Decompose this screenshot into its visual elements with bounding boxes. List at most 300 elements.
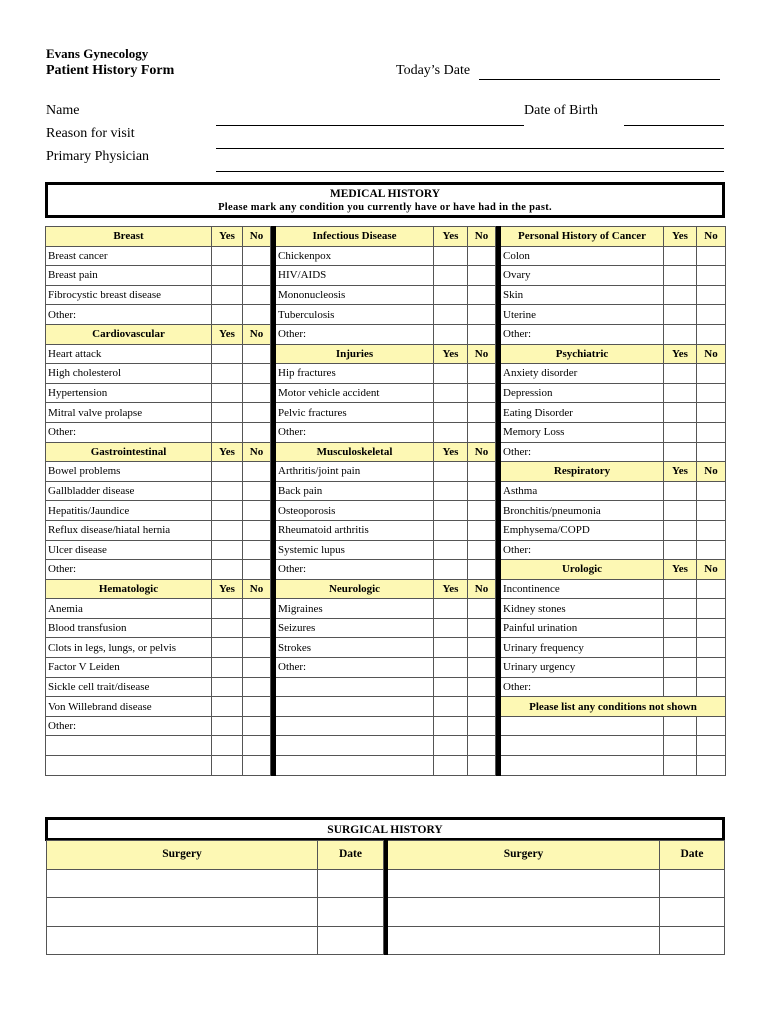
table-row [46,618,726,638]
condition-label: Sickle cell trait/disease [46,677,212,697]
no-checkbox[interactable] [468,756,496,776]
no-checkbox[interactable] [243,697,271,717]
no-checkbox[interactable] [468,285,496,305]
date-column-header: Date [660,841,725,870]
yes-column-header: Yes [664,560,697,580]
yes-checkbox[interactable] [664,481,697,501]
blank-condition-cell[interactable] [501,756,664,776]
section-header-breast: Breast [46,227,212,247]
yes-checkbox[interactable] [434,658,468,678]
condition-label[interactable]: Other: [276,560,434,580]
blank-condition-cell[interactable] [276,716,434,736]
table-row [46,285,726,305]
section-header-respiratory: Respiratory [501,462,664,482]
surgical-history-banner [45,817,725,841]
yes-checkbox[interactable] [434,403,468,423]
condition-label: Urinary frequency [501,638,664,658]
yes-checkbox[interactable] [434,599,468,619]
yes-checkbox[interactable] [664,540,697,560]
yes-checkbox[interactable] [212,520,243,540]
yes-checkbox[interactable] [212,599,243,619]
no-column-header: No [468,344,496,364]
yes-checkbox[interactable] [434,364,468,384]
no-checkbox[interactable] [468,677,496,697]
yes-checkbox[interactable] [434,560,468,580]
no-checkbox[interactable] [468,364,496,384]
condition-label: Kidney stones [501,599,664,619]
surgery-name-field[interactable] [388,926,660,955]
yes-checkbox[interactable] [212,364,243,384]
condition-label[interactable]: Other: [46,716,212,736]
yes-checkbox[interactable] [212,305,243,325]
no-column-header: No [243,227,271,247]
no-checkbox[interactable] [243,618,271,638]
yes-checkbox[interactable] [212,422,243,442]
section-header-injuries: Injuries [276,344,434,364]
table-row [46,364,726,384]
yes-checkbox[interactable] [664,736,697,756]
condition-label[interactable]: Other: [501,324,664,344]
no-column-header: No [243,324,271,344]
condition-label: Fibrocystic breast disease [46,285,212,305]
no-checkbox[interactable] [697,599,726,619]
section-header-gastrointestinal: Gastrointestinal [46,442,212,462]
yes-checkbox[interactable] [212,677,243,697]
practice-name: Evans Gynecology [46,46,149,61]
yes-checkbox[interactable] [212,383,243,403]
yes-checkbox[interactable] [212,618,243,638]
no-column-header: No [468,579,496,599]
blank-condition-cell[interactable] [46,736,212,756]
surgery-date-field[interactable] [318,898,384,927]
yes-checkbox[interactable] [212,540,243,560]
table-row [46,716,726,736]
no-checkbox[interactable] [243,520,271,540]
no-checkbox[interactable] [468,520,496,540]
yes-checkbox[interactable] [434,520,468,540]
table-row [46,756,726,776]
yes-checkbox[interactable] [212,736,243,756]
condition-label[interactable]: Other: [501,540,664,560]
no-checkbox[interactable] [697,677,726,697]
yes-column-header: Yes [212,579,243,599]
no-checkbox[interactable] [697,520,726,540]
condition-label: High cholesterol [46,364,212,384]
no-checkbox[interactable] [468,599,496,619]
yes-checkbox[interactable] [212,462,243,482]
condition-label: Motor vehicle accident [276,383,434,403]
condition-label: Strokes [276,638,434,658]
condition-label[interactable]: Other: [501,677,664,697]
surgery-date-field[interactable] [318,926,384,955]
no-checkbox[interactable] [697,501,726,521]
surgery-date-field[interactable] [660,898,725,927]
no-column-header: No [468,227,496,247]
unlisted-conditions-note: Please list any conditions not shown [501,697,726,717]
yes-checkbox[interactable] [212,756,243,776]
table-row [46,599,726,619]
condition-label: Hip fractures [276,364,434,384]
table-row [46,383,726,403]
yes-column-header: Yes [664,344,697,364]
no-checkbox[interactable] [243,481,271,501]
no-checkbox[interactable] [468,736,496,756]
yes-checkbox[interactable] [664,579,697,599]
no-checkbox[interactable] [243,285,271,305]
dob-field[interactable] [624,125,724,126]
condition-label: Rheumatoid arthritis [276,520,434,540]
surgery-name-field[interactable] [47,898,318,927]
condition-label: Anxiety disorder [501,364,664,384]
condition-label: HIV/AIDS [276,266,434,286]
reason-label: Reason for visit [46,126,135,141]
condition-label: Chickenpox [276,246,434,266]
yes-checkbox[interactable] [212,716,243,736]
medical-history-instructions: Please mark any condition you currently have or have had in the past. [218,202,552,213]
table-row [46,246,726,266]
condition-label: Bowel problems [46,462,212,482]
no-checkbox[interactable] [243,736,271,756]
no-checkbox[interactable] [697,266,726,286]
form-title: Patient History Form [46,63,175,78]
yes-checkbox[interactable] [664,756,697,776]
condition-label: Seizures [276,618,434,638]
no-checkbox[interactable] [468,540,496,560]
no-checkbox[interactable] [243,364,271,384]
no-checkbox[interactable] [697,285,726,305]
condition-label: Systemic lupus [276,540,434,560]
blank-condition-cell[interactable] [276,677,434,697]
surgery-date-field[interactable] [660,869,725,898]
section-header-musculoskeletal: Musculoskeletal [276,442,434,462]
condition-label[interactable]: Other: [501,442,664,462]
section-header-psychiatric: Psychiatric [501,344,664,364]
section-header-cardiovascular: Cardiovascular [46,324,212,344]
condition-label: Eating Disorder [501,403,664,423]
no-checkbox[interactable] [697,540,726,560]
no-checkbox[interactable] [468,462,496,482]
blank-condition-cell[interactable] [276,756,434,776]
condition-label: Ovary [501,266,664,286]
no-checkbox[interactable] [243,756,271,776]
table-row [46,579,726,599]
table-row [46,677,726,697]
condition-label: Asthma [501,481,664,501]
table-row [46,403,726,423]
blank-condition-cell[interactable] [501,716,664,736]
yes-checkbox[interactable] [664,364,697,384]
no-checkbox[interactable] [468,383,496,403]
no-checkbox[interactable] [697,305,726,325]
yes-checkbox[interactable] [212,285,243,305]
table-row [46,227,726,247]
blank-condition-cell[interactable] [501,736,664,756]
yes-checkbox[interactable] [434,383,468,403]
no-checkbox[interactable] [697,442,726,462]
surgery-row [47,869,725,898]
no-checkbox[interactable] [697,403,726,423]
no-checkbox[interactable] [697,246,726,266]
no-checkbox[interactable] [243,501,271,521]
no-checkbox[interactable] [697,324,726,344]
date-column-header: Date [318,841,384,870]
section-header-infectious-disease: Infectious Disease [276,227,434,247]
blank-condition-cell[interactable] [46,756,212,776]
yes-checkbox[interactable] [212,266,243,286]
surgical-header-row [47,841,725,870]
no-checkbox[interactable] [468,658,496,678]
yes-checkbox[interactable] [664,501,697,521]
surgery-name-field[interactable] [47,926,318,955]
surgery-date-field[interactable] [660,926,725,955]
yes-checkbox[interactable] [664,599,697,619]
condition-label: Colon [501,246,664,266]
yes-checkbox[interactable] [664,324,697,344]
blank-condition-cell[interactable] [276,736,434,756]
reason-field[interactable] [216,148,724,149]
no-column-header: No [697,344,726,364]
surgery-name-field[interactable] [47,869,318,898]
yes-checkbox[interactable] [212,560,243,580]
yes-checkbox[interactable] [212,638,243,658]
condition-label[interactable]: Other: [46,422,212,442]
no-column-header: No [697,560,726,580]
no-checkbox[interactable] [468,618,496,638]
yes-checkbox[interactable] [434,481,468,501]
no-checkbox[interactable] [468,324,496,344]
no-checkbox[interactable] [468,246,496,266]
no-checkbox[interactable] [697,736,726,756]
condition-label[interactable]: Other: [276,422,434,442]
condition-label: Clots in legs, lungs, or pelvis [46,638,212,658]
no-checkbox[interactable] [697,364,726,384]
yes-column-header: Yes [212,442,243,462]
condition-label: Painful urination [501,618,664,638]
no-checkbox[interactable] [243,638,271,658]
yes-checkbox[interactable] [212,658,243,678]
condition-label: Hypertension [46,383,212,403]
condition-label: Anemia [46,599,212,619]
condition-label[interactable]: Other: [46,305,212,325]
table-row [46,638,726,658]
yes-checkbox[interactable] [664,383,697,403]
yes-checkbox[interactable] [434,618,468,638]
condition-label: Gallbladder disease [46,481,212,501]
yes-column-header: Yes [212,324,243,344]
table-row [46,520,726,540]
table-row [46,344,726,364]
no-checkbox[interactable] [468,266,496,286]
no-checkbox[interactable] [697,618,726,638]
no-checkbox[interactable] [468,638,496,658]
section-header-urologic: Urologic [501,560,664,580]
yes-column-header: Yes [664,227,697,247]
yes-checkbox[interactable] [434,285,468,305]
condition-label: Pelvic fractures [276,403,434,423]
condition-label: Emphysema/COPD [501,520,664,540]
no-checkbox[interactable] [243,540,271,560]
table-row [46,305,726,325]
yes-checkbox[interactable] [434,305,468,325]
surgical-history-title: SURGICAL HISTORY [327,824,443,836]
no-checkbox[interactable] [243,422,271,442]
no-checkbox[interactable] [697,383,726,403]
condition-label[interactable]: Other: [276,658,434,678]
condition-label[interactable]: Other: [46,560,212,580]
condition-label: Breast cancer [46,246,212,266]
yes-checkbox[interactable] [434,697,468,717]
yes-checkbox[interactable] [434,266,468,286]
no-checkbox[interactable] [243,716,271,736]
no-checkbox[interactable] [468,501,496,521]
condition-label: Depression [501,383,664,403]
table-row [46,324,726,344]
condition-label: Skin [501,285,664,305]
table-row [46,442,726,462]
no-checkbox[interactable] [697,422,726,442]
surgery-column-header: Surgery [47,841,318,870]
yes-checkbox[interactable] [434,324,468,344]
table-row [46,422,726,442]
table-row [46,540,726,560]
yes-checkbox[interactable] [664,305,697,325]
no-checkbox[interactable] [243,677,271,697]
table-row [46,736,726,756]
table-row [46,658,726,678]
condition-label: Breast pain [46,266,212,286]
medical-history-title: MEDICAL HISTORY [329,188,441,200]
no-checkbox[interactable] [468,403,496,423]
condition-label: Back pain [276,481,434,501]
no-column-header: No [468,442,496,462]
condition-label: Bronchitis/pneumonia [501,501,664,521]
surgery-column-header: Surgery [388,841,660,870]
surgical-history-table [46,840,725,955]
yes-checkbox[interactable] [434,246,468,266]
table-row [46,481,726,501]
yes-checkbox[interactable] [664,716,697,736]
condition-label: Tuberculosis [276,305,434,325]
table-row [46,697,726,717]
yes-checkbox[interactable] [664,266,697,286]
no-checkbox[interactable] [697,579,726,599]
yes-checkbox[interactable] [664,618,697,638]
condition-label: Uterine [501,305,664,325]
no-checkbox[interactable] [697,716,726,736]
no-checkbox[interactable] [697,481,726,501]
no-checkbox[interactable] [468,481,496,501]
yes-checkbox[interactable] [664,677,697,697]
no-checkbox[interactable] [697,638,726,658]
yes-column-header: Yes [434,227,468,247]
yes-checkbox[interactable] [434,462,468,482]
yes-checkbox[interactable] [434,422,468,442]
condition-label: Reflux disease/hiatal hernia [46,520,212,540]
condition-label: Heart attack [46,344,212,364]
surgery-row [47,898,725,927]
no-checkbox[interactable] [243,560,271,580]
todays-date-field[interactable] [479,79,720,80]
yes-checkbox[interactable] [212,481,243,501]
yes-checkbox[interactable] [664,658,697,678]
yes-checkbox[interactable] [664,246,697,266]
blank-condition-cell[interactable] [276,697,434,717]
surgery-name-field[interactable] [388,898,660,927]
condition-label: Incontinence [501,579,664,599]
condition-label: Migraines [276,599,434,619]
yes-checkbox[interactable] [434,677,468,697]
surgery-name-field[interactable] [388,869,660,898]
yes-checkbox[interactable] [664,442,697,462]
yes-checkbox[interactable] [434,736,468,756]
no-checkbox[interactable] [243,403,271,423]
no-checkbox[interactable] [468,697,496,717]
yes-checkbox[interactable] [212,403,243,423]
no-checkbox[interactable] [468,422,496,442]
condition-label: Hepatitis/Jaundice [46,501,212,521]
yes-checkbox[interactable] [212,246,243,266]
yes-column-header: Yes [434,579,468,599]
yes-checkbox[interactable] [434,716,468,736]
yes-checkbox[interactable] [434,756,468,776]
yes-checkbox[interactable] [664,285,697,305]
no-column-header: No [697,462,726,482]
yes-column-header: Yes [434,344,468,364]
name-label: Name [46,103,80,118]
no-checkbox[interactable] [697,756,726,776]
condition-label: Von Willebrand disease [46,697,212,717]
surgery-date-field[interactable] [318,869,384,898]
physician-field[interactable] [216,171,724,172]
yes-checkbox[interactable] [664,403,697,423]
condition-label: Ulcer disease [46,540,212,560]
yes-column-header: Yes [434,442,468,462]
no-checkbox[interactable] [243,599,271,619]
no-checkbox[interactable] [468,305,496,325]
no-checkbox[interactable] [243,246,271,266]
no-checkbox[interactable] [468,716,496,736]
yes-checkbox[interactable] [212,344,243,364]
yes-checkbox[interactable] [434,501,468,521]
condition-label: Blood transfusion [46,618,212,638]
dob-label: Date of Birth [524,103,598,118]
no-checkbox[interactable] [243,305,271,325]
yes-checkbox[interactable] [664,638,697,658]
physician-label: Primary Physician [46,149,150,164]
table-row [46,501,726,521]
no-checkbox[interactable] [243,266,271,286]
no-checkbox[interactable] [243,658,271,678]
yes-checkbox[interactable] [664,422,697,442]
condition-label[interactable]: Other: [276,324,434,344]
medical-history-table [45,226,726,776]
no-checkbox[interactable] [243,462,271,482]
yes-checkbox[interactable] [212,697,243,717]
condition-label: Mononucleosis [276,285,434,305]
yes-column-header: Yes [212,227,243,247]
no-checkbox[interactable] [468,560,496,580]
yes-checkbox[interactable] [434,638,468,658]
no-checkbox[interactable] [697,658,726,678]
yes-checkbox[interactable] [434,540,468,560]
no-column-header: No [243,442,271,462]
yes-checkbox[interactable] [664,520,697,540]
no-checkbox[interactable] [243,344,271,364]
name-field[interactable] [216,125,524,126]
section-header-hematologic: Hematologic [46,579,212,599]
yes-checkbox[interactable] [212,501,243,521]
no-checkbox[interactable] [243,383,271,403]
